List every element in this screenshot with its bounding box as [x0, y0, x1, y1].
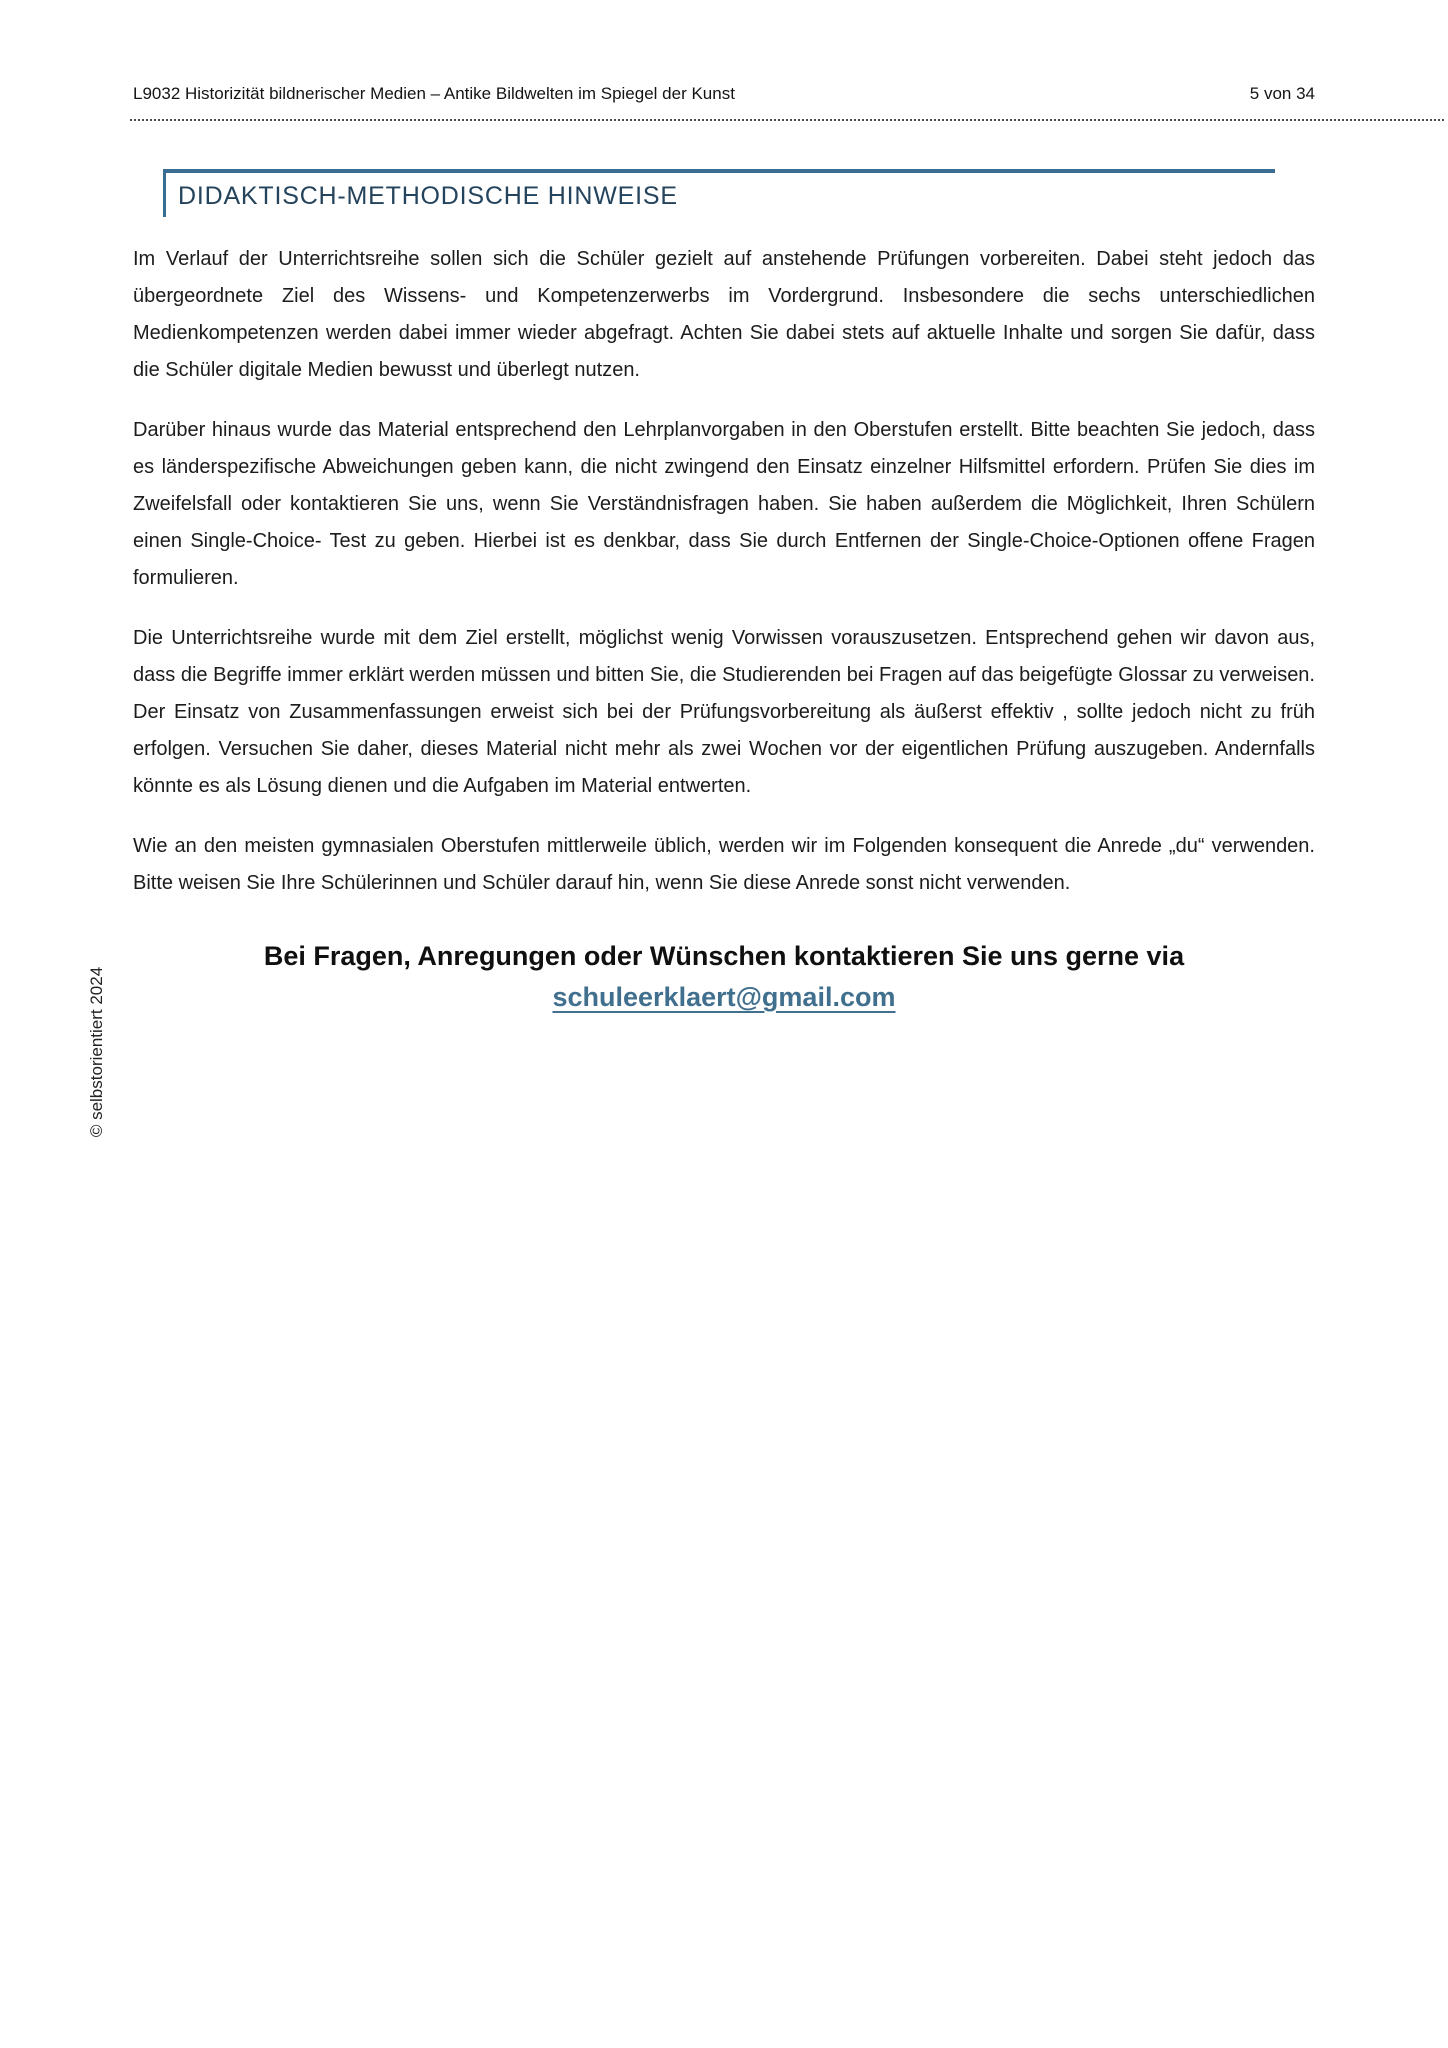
document-body [133, 241, 1315, 1013]
copyright-vertical-text: © selbstorientiert 2024 [87, 966, 106, 1138]
document-title: L9032 Historizität bildnerischer Medien – Antike Bildwelten im Spiegel der Kunst [133, 84, 735, 103]
page-header [133, 84, 1315, 104]
paragraph-curriculum-notes: Darüber hinaus wurde das Material entsprechend den Lehrplanvorgaben in den Oberstufen erstellt. Bitte beachten Sie jedoch, dass es länderspezifische Abweichungen geben kann, die nicht zwingend den Einsatz einzelner Hilfsmittel erfordern. Prüfen Sie dies im Zweifelsfall oder kontaktieren Sie uns, wenn Sie Verständnisfragen haben. Sie haben außerdem die Möglichkeit, Ihren Schülern einen Single-Choice- Test zu geben. Hierbei ist es denkbar, dass Sie durch Entfernen der Single-Choice-Optionen offene Fragen formulieren. [133, 419, 1315, 589]
paragraph-form-of-address: Wie an den meisten gymnasialen Oberstufen mittlerweile üblich, werden wir im Folgenden konsequent die Anrede „du“ verwenden. Bitte weisen Sie Ihre Schülerinnen und Schüler darauf hin, wenn Sie diese Anrede sonst nicht verwenden. [133, 835, 1315, 894]
paragraph-prior-knowledge: Die Unterrichtsreihe wurde mit dem Ziel erstellt, möglichst wenig Vorwissen vorauszusetzen. Entsprechend gehen wir davon aus, dass die Begriffe immer erklärt werden müssen und bitten Sie, die Studierenden bei Fragen auf das beigefügte Glossar zu verweisen. Der Einsatz von Zusammenfassungen erweist sich bei der Prüfungsvorbereitung als äußerst effektiv , sollte jedoch nicht zu früh erfolgen. Versuchen Sie daher, dieses Material nicht mehr als zwei Wochen vor der eigentlichen Prüfung auszugeben. Andernfalls könnte es als Lösung dienen und die Aufgaben im Material entwerten. [133, 627, 1315, 797]
section-heading-box [163, 169, 1275, 217]
contact-email-line [133, 982, 1315, 1013]
paragraph-exam-preparation: Im Verlauf der Unterrichtsreihe sollen sich die Schüler gezielt auf anstehende Prüfungen vorbereiten. Dabei steht jedoch das übergeordnete Ziel des Wissens- und Kompetenzerwerbs im Vordergrund. Insbesondere die sechs unterschiedlichen Medienkompetenzen werden dabei immer wieder abgefragt. Achten Sie dabei stets auf aktuelle Inhalte und sorgen Sie dafür, dass die Schüler digitale Medien bewusst und überlegt nutzen. [133, 248, 1315, 381]
contact-cta-line: Bei Fragen, Anregungen oder Wünschen kontaktieren Sie uns gerne via [263, 941, 1185, 971]
header-divider [130, 119, 1444, 121]
section-heading: DIDAKTISCH-METHODISCHE HINWEISE [178, 182, 678, 210]
page-number: 5 von 34 [1249, 84, 1315, 103]
contact-email-link[interactable]: schuleerklaert@gmail.com [552, 982, 896, 1012]
